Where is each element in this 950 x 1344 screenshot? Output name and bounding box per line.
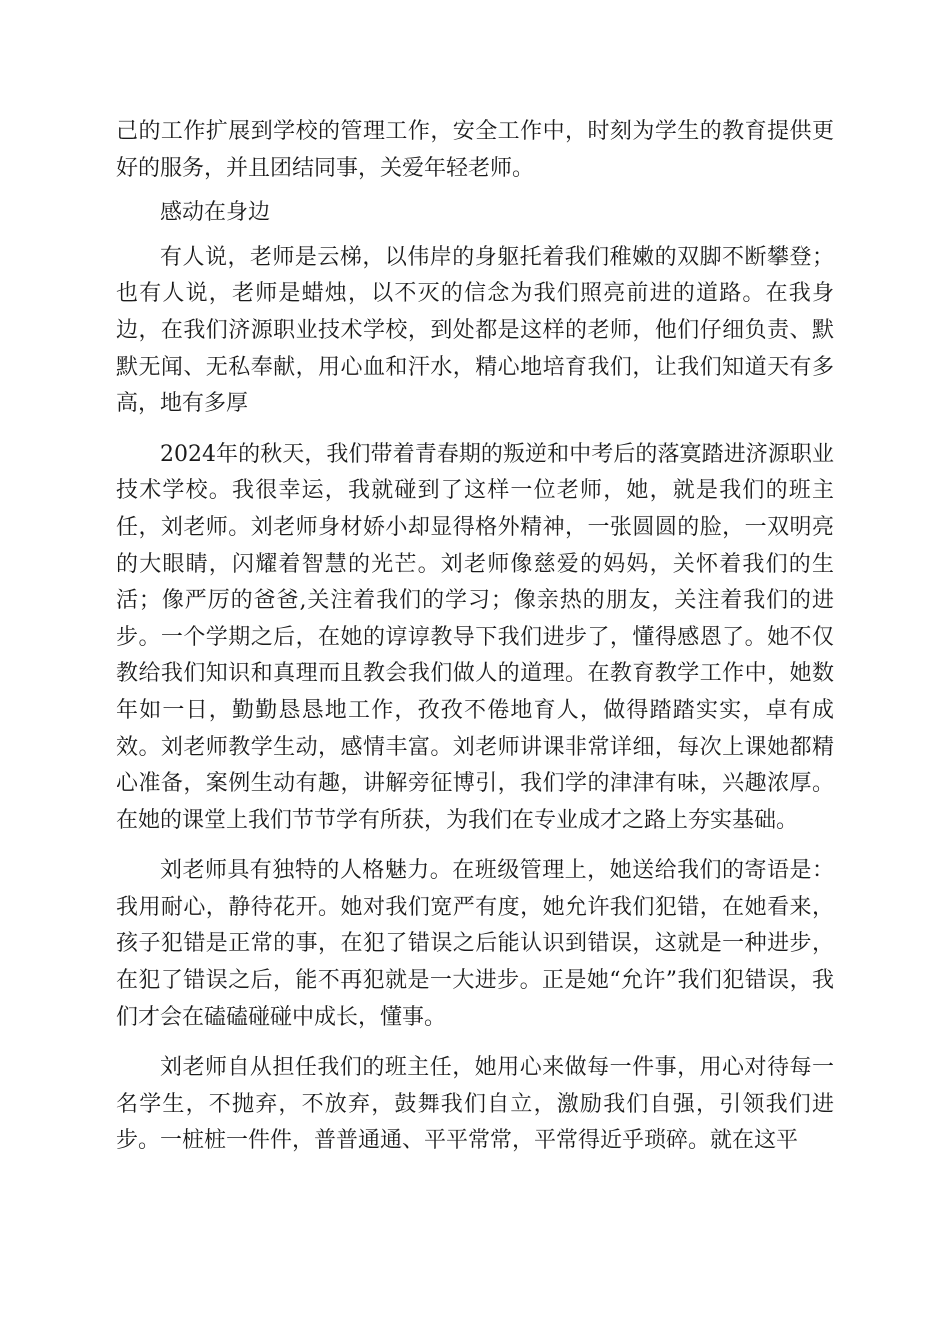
paragraph-continuation: 己的工作扩展到学校的管理工作，安全工作中，时刻为学生的教育提供更好的服务，并且团结同事，关爱年轻老师。 [116,119,834,181]
paragraph-dedication: 刘老师自从担任我们的班主任，她用心来做每一件事，用心对待每一名学生，不抛弃，不放弃，鼓舞我们自立，激励我们自强，引领我们进步。一桩桩一件件，普普通通、平平常常，平常得近乎琐碎。就在这平 [116,1055,834,1154]
section-heading: 感动在身边 [160,200,271,226]
paragraph-intro: 有人说，老师是云梯，以伟岸的身躯托着我们稚嫩的双脚不断攀登；也有人说，老师是蜡烛，以不灭的信念为我们照亮前进的道路。在我身边，在我们济源职业技术学校，到处都是这样的老师，他们仔细负责、默默无闻、无私奉献，用心血和汗水，精心地培育我们，让我们知道天有多高，地有多厚 [116,244,834,417]
paragraph-autumn: 2024年的秋天，我们带着青春期的叛逆和中考后的落寞踏进济源职业技术学校。我很幸运，我就碰到了这样一位老师，她，就是我们的班主任，刘老师。刘老师身材娇小却显得格外精神，一张圆圆的脸，一双明亮的大眼睛，闪耀着智慧的光芒。刘老师像慈爱的妈妈，关怀着我们的生活；像严厉的爸爸,关注着我们的学习；像亲热的朋友，关注着我们的进步。一个学期之后，在她的谆谆教导下我们进步了，懂得感恩了。她不仅教给我们知识和真理而且教会我们做人的道理。在教育教学工作中，她数年如一日，勤勤恳恳地工作，孜孜不倦地育人，做得踏踏实实，卓有成效。刘老师教学生动，感情丰富。刘老师讲课非常详细，每次上课她都精心准备，案例生动有趣，讲解旁征博引，我们学的津津有味，兴趣浓厚。在她的课堂上我们节节学有所获，为我们在专业成才之路上夯实基础。 [116,441,834,833]
document-page [116,114,834,1160]
paragraph-charm: 刘老师具有独特的人格魅力。在班级管理上，她送给我们的寄语是：我用耐心，静待花开。她对我们宽严有度，她允许我们犯错，在她看来，孩子犯错是正常的事，在犯了错误之后能认识到错误，这就是一种进步，在犯了错误之后，能不再犯就是一大进步。正是她“允许”我们犯错误，我们才会在磕磕碰碰中成长，懂事。 [116,858,834,1030]
